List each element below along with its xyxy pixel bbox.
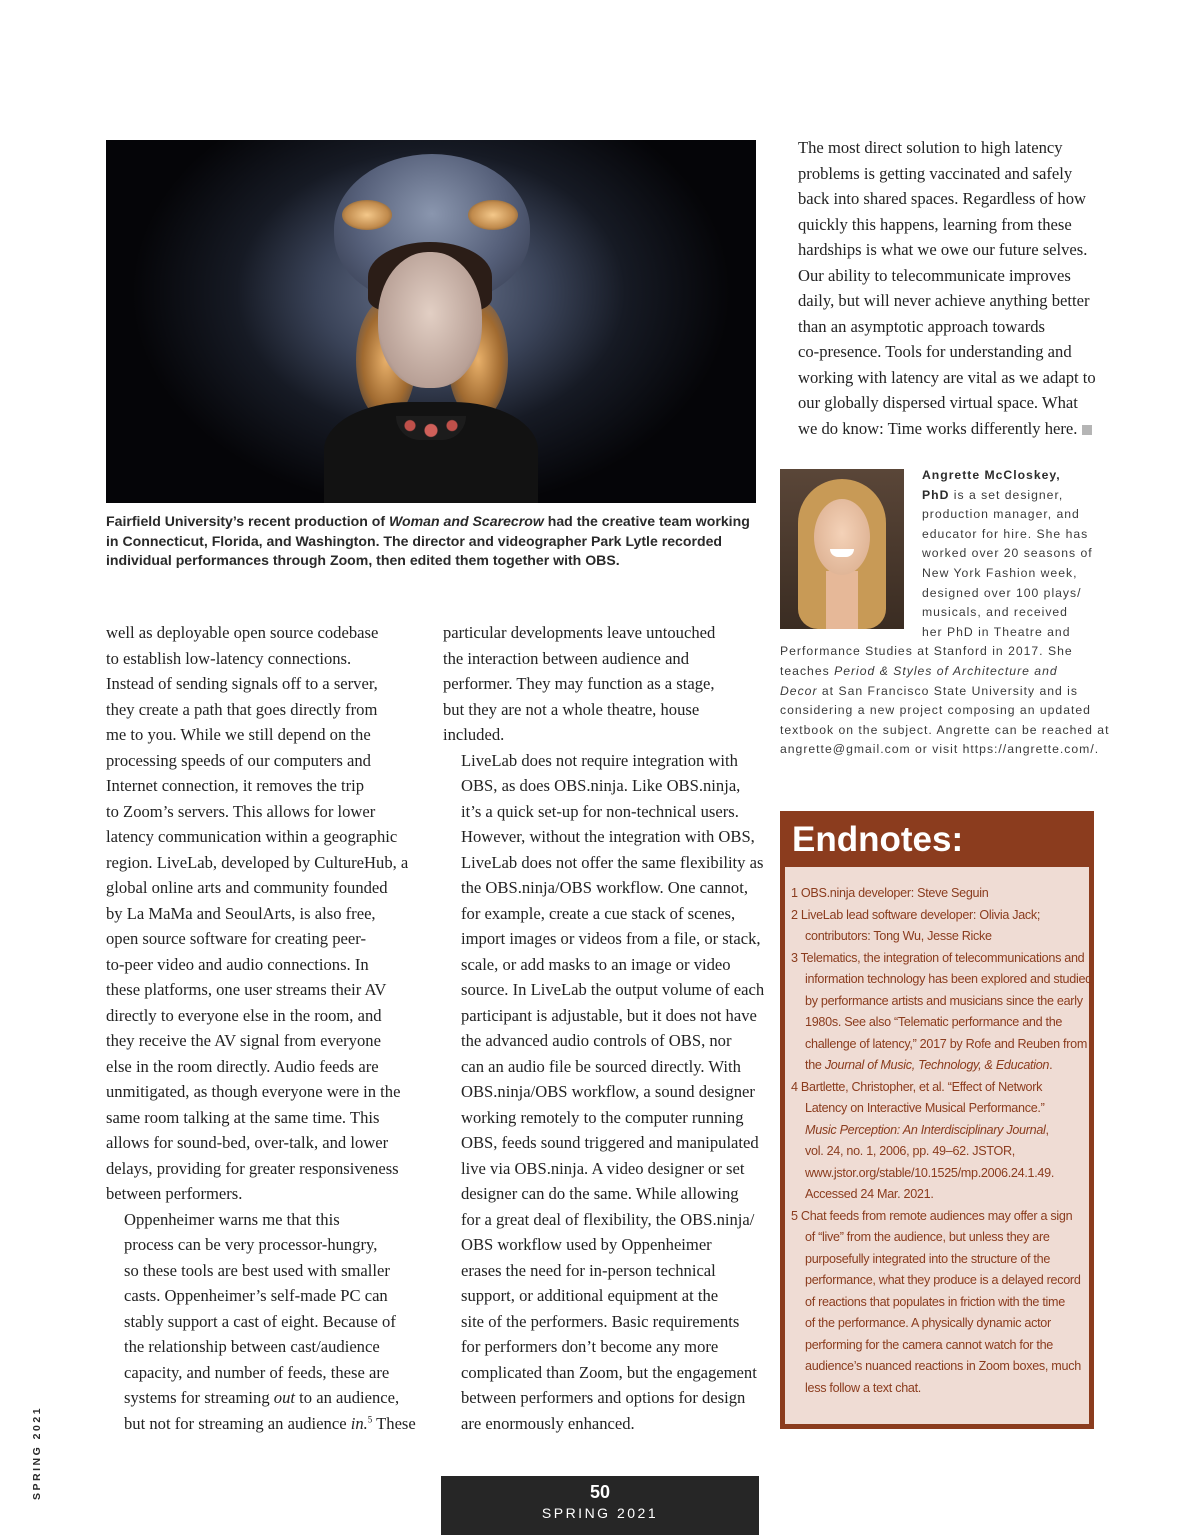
text-line: OBS workflow used by Oppenheimer: [461, 1235, 712, 1254]
text-run: to an audience,: [295, 1388, 400, 1407]
text-line: worked over 20 seasons of: [922, 546, 1093, 561]
text-line: musicals, and received: [922, 605, 1068, 620]
text-line: stably support a cast of eight. Because of: [124, 1311, 396, 1331]
text-line: OBS, feeds sound triggered and manipulated: [461, 1133, 759, 1152]
mask-eye-left: [342, 200, 392, 230]
text-line: so these tools are best used with smaller: [124, 1260, 390, 1280]
text-line: audience’s nuanced reactions in Zoom boxes, much: [805, 1359, 1081, 1373]
text-run: ,: [1045, 1122, 1049, 1137]
text-line: textbook on the subject. Angrette can be reached at: [780, 722, 1110, 737]
author-name: Angrette McCloskey,: [922, 468, 1061, 482]
text-line: production manager, and: [922, 507, 1080, 522]
text-line: information technology has been explored and studied: [805, 972, 1092, 986]
text-line: performing for the camera cannot watch for the: [805, 1337, 1054, 1352]
text-line: [791, 1055, 1085, 1077]
text-line: for a great deal of flexibility, the OBS.ninja/: [461, 1209, 755, 1229]
text-line: to Zoom’s servers. This allows for lower: [106, 801, 376, 821]
emphasis: out: [273, 1388, 296, 1407]
text-line: of the performance. A physically dynamic actor: [805, 1316, 1051, 1330]
text-line: site of the performers. Basic requirements: [461, 1311, 740, 1331]
text-line: 1980s. See also “Telematic performance and the: [805, 1015, 1063, 1029]
text-run: the: [805, 1058, 825, 1072]
text-line: less follow a text chat.: [805, 1380, 921, 1395]
text-line: [791, 1120, 1085, 1142]
text-line: Accessed 24 Mar. 2021.: [805, 1187, 934, 1201]
text-line: allows for sound-bed, over-talk, and lower: [106, 1133, 389, 1152]
text-line: [106, 1385, 424, 1411]
text-line: contributors: Tong Wu, Jesse Ricke: [805, 929, 992, 943]
emphasis: in.: [350, 1413, 368, 1433]
side-issue-label: SPRING 2021: [31, 1405, 43, 1500]
text-line: particular developments leave untouched: [443, 623, 716, 642]
text-line: support, or additional equipment at the: [461, 1286, 719, 1305]
text-line: unmitigated, as though everyone were in the: [106, 1082, 401, 1101]
text-line: [780, 416, 1095, 442]
article-column-2: [443, 620, 765, 1436]
endnote-3: [791, 948, 1092, 1077]
text-line: hardships is what we owe our future selves.: [798, 240, 1088, 259]
journal-title: Journal of Music, Technology, & Education: [824, 1058, 1050, 1072]
text-line: to-peer video and audio connections. In: [106, 954, 369, 974]
article-column-1: [106, 620, 424, 1436]
text-run: .: [1049, 1058, 1053, 1072]
text-line: they create a path that goes directly from: [106, 699, 378, 719]
caption-text: in Connecticut, Florida, and Washington. The director and videographer Park Lytle recorded: [106, 532, 723, 549]
text-line: designer can do the same. While allowing: [461, 1184, 739, 1203]
text-line: these platforms, one user streams their AV: [106, 980, 387, 999]
text-line: our globally dispersed virtual space. What: [798, 393, 1078, 412]
text-line: process can be very processor-hungry,: [124, 1235, 378, 1254]
journal-title: Music Perception: An Interdisciplinary Journal: [805, 1122, 1046, 1137]
text-line: Performance Studies at Stanford in 2017. She: [780, 644, 1073, 659]
text-line: the interaction between audience and: [443, 648, 690, 668]
endnote-1: [791, 883, 1085, 905]
text-run: systems for streaming: [124, 1388, 274, 1407]
text-line: New York Fashion week,: [922, 565, 1078, 580]
text-line: included.: [443, 725, 505, 744]
text-line: back into shared spaces. Regardless of how: [798, 189, 1087, 208]
text-line: LiveLab does not offer the same flexibility as: [461, 852, 764, 872]
text-line: the OBS.ninja/OBS workflow. One cannot,: [461, 878, 748, 897]
end-of-article-mark: [1082, 425, 1092, 435]
page-footer: [441, 1476, 759, 1535]
text-line: quickly this happens, learning from these: [798, 214, 1072, 234]
caption-production-title: Woman and Scarecrow: [388, 513, 544, 529]
author-bio: [780, 466, 1110, 760]
text-line: OBS, as does OBS.ninja. Like OBS.ninja,: [461, 776, 741, 795]
text-line: by La MaMa and SeoulArts, is also free,: [106, 903, 376, 923]
text-line: participant is adjustable, but it does not have: [461, 1005, 757, 1025]
text-line: latency communication within a geographic: [106, 827, 398, 846]
text-run: teaches: [780, 663, 835, 678]
text-run: These: [372, 1413, 416, 1433]
endnotes-title: Endnotes:: [792, 820, 964, 859]
text-line: [780, 466, 1096, 486]
text-line: her PhD in Theatre and: [922, 624, 1071, 639]
text-line: [780, 486, 1096, 506]
text-line: [780, 682, 1096, 702]
issue-label: SPRING 2021: [541, 1505, 659, 1521]
text-line: problems is getting vaccinated and safely: [798, 163, 1073, 183]
text-line: well as deployable open source codebase: [106, 623, 379, 642]
text-line: live via OBS.ninja. A video designer or set: [461, 1158, 745, 1178]
text-run: we do know: Time works differently here.: [798, 418, 1078, 438]
author-degree: PhD: [922, 487, 950, 502]
text-line: but they are not a whole theatre, house: [443, 699, 700, 719]
text-line: Oppenheimer warns me that this: [124, 1209, 340, 1229]
course-title: Period & Styles of Architecture and: [834, 663, 1058, 678]
text-line: same room talking at the same time. This: [106, 1107, 380, 1127]
text-line: directly to everyone else in the room, and: [106, 1005, 382, 1025]
text-line: Internet connection, it removes the trip: [106, 776, 365, 795]
paragraph: [106, 620, 424, 1207]
text-line: for example, create a cue stack of scenes,: [461, 903, 736, 923]
text-line: angrette@gmail.com or visit https://angrette.com/.: [780, 742, 1100, 757]
text-line: However, without the integration with OBS,: [461, 827, 755, 846]
text-line: complicated than Zoom, but the engagement: [461, 1362, 757, 1382]
course-title: Decor: [780, 683, 818, 698]
text-line: the advanced audio controls of OBS, nor: [461, 1031, 732, 1050]
text-line: [780, 662, 1096, 682]
endnotes-list: [785, 867, 1092, 1424]
text-line: erases the need for in-person technical: [461, 1260, 716, 1280]
text-line: Latency on Interactive Musical Performance.”: [805, 1101, 1045, 1115]
mask-eye-right: [468, 200, 518, 230]
text-line: can an audio file be sourced directly. With: [461, 1056, 741, 1076]
text-line: vol. 24, no. 1, 2006, pp. 49–62. JSTOR,: [805, 1144, 1016, 1158]
text-line: are enormously enhanced.: [461, 1413, 635, 1433]
text-line: import images or videos from a file, or stack,: [461, 929, 761, 948]
endnotes-box: [780, 811, 1094, 1429]
text-line: 5 Chat feeds from remote audiences may offer a sign: [791, 1208, 1073, 1223]
caption-text: individual performances through Zoom, then edited them together with OBS.: [106, 552, 620, 569]
text-line: source. In LiveLab the output volume of each: [461, 980, 765, 999]
text-line: me to you. While we still depend on the: [106, 725, 371, 744]
text-line: region. LiveLab, developed by CultureHub, a: [106, 852, 409, 872]
text-run: but not for streaming an audience: [124, 1413, 351, 1433]
article-column-3: [780, 135, 1095, 441]
text-line: processing speeds of our computers and: [106, 750, 371, 770]
text-line: educator for hire. She has: [922, 526, 1089, 541]
text-line: working remotely to the computer running: [461, 1107, 744, 1127]
text-run: at San Francisco State University and is: [817, 683, 1078, 698]
text-line: for performers don’t become any more: [461, 1337, 719, 1356]
text-line: co-presence. Tools for understanding and: [798, 342, 1072, 361]
text-line: the relationship between cast/audience: [124, 1337, 380, 1356]
text-line: between performers and options for design: [461, 1388, 746, 1407]
text-line: [106, 1411, 424, 1437]
text-line: Our ability to telecommunicate improves: [798, 265, 1071, 285]
text-line: 1 OBS.ninja developer: Steve Seguin: [791, 886, 989, 900]
text-line: purposefully integrated into the structure of the: [805, 1251, 1051, 1266]
text-line: by performance artists and musicians since the early: [805, 993, 1083, 1008]
caption-text: had the creative team working: [543, 513, 750, 529]
page-number: 50: [589, 1482, 611, 1502]
endnote-reference: 5: [367, 1413, 373, 1424]
text-line: daily, but will never achieve anything better: [798, 291, 1090, 310]
text-line: it’s a quick set-up for non-technical users.: [461, 801, 739, 821]
endnote-5: [791, 1206, 1085, 1400]
text-line: performance, what they produce is a delayed record: [805, 1273, 1081, 1287]
text-line: casts. Oppenheimer’s self-made PC can: [124, 1286, 388, 1305]
text-line: designed over 100 plays/: [922, 585, 1082, 600]
paragraph: [106, 1207, 424, 1437]
text-line: else in the room directly. Audio feeds are: [106, 1056, 379, 1076]
endnote-4: [791, 1077, 1085, 1206]
text-line: of reactions that populates in friction with the time: [805, 1294, 1065, 1309]
text-line: scale, or add masks to an image or video: [461, 954, 731, 974]
text-line: than an asymptotic approach towards: [798, 316, 1045, 336]
paragraph: [443, 748, 765, 1437]
production-photo: [106, 140, 756, 503]
text-line: capacity, and number of feeds, these are: [124, 1362, 390, 1382]
text-line: open source software for creating peer-: [106, 929, 366, 948]
text-line: to establish low-latency connections.: [106, 648, 352, 668]
text-line: 3 Telematics, the integration of telecommunications and: [791, 950, 1085, 965]
text-line: of “live” from the audience, but unless they are: [805, 1230, 1050, 1244]
text-line: performer. They may function as a stage,: [443, 674, 715, 693]
caption-text: Fairfield University’s recent production of: [106, 513, 389, 529]
text-line: 4 Bartlette, Christopher, et al. “Effect of Network: [791, 1079, 1043, 1094]
photo-caption: [106, 512, 756, 571]
text-line: Instead of sending signals off to a server,: [106, 674, 378, 693]
text-line: OBS.ninja/OBS workflow, a sound designer: [461, 1082, 755, 1101]
endnote-2: [791, 905, 1085, 948]
paragraph: [780, 135, 1095, 441]
text-line: www.jstor.org/stable/10.1525/mp.2006.24.1.49.: [805, 1165, 1055, 1180]
text-line: working with latency are vital as we adapt to: [798, 367, 1096, 387]
text-line: 2 LiveLab lead software developer: Olivia Jack;: [791, 907, 1041, 922]
text-line: they receive the AV signal from everyone: [106, 1031, 381, 1050]
text-line: LiveLab does not require integration with: [461, 750, 738, 770]
text-line: The most direct solution to high latency: [798, 138, 1063, 157]
text-line: delays, providing for greater responsiveness: [106, 1158, 399, 1178]
text-line: between performers.: [106, 1184, 243, 1203]
text-line: challenge of latency,” 2017 by Rofe and Reuben from: [805, 1036, 1088, 1051]
text-run: is a set designer,: [949, 487, 1064, 502]
paragraph: [443, 620, 759, 748]
performer-face: [378, 252, 482, 388]
text-line: global online arts and community founded: [106, 878, 388, 897]
text-line: considering a new project composing an updated: [780, 703, 1091, 718]
